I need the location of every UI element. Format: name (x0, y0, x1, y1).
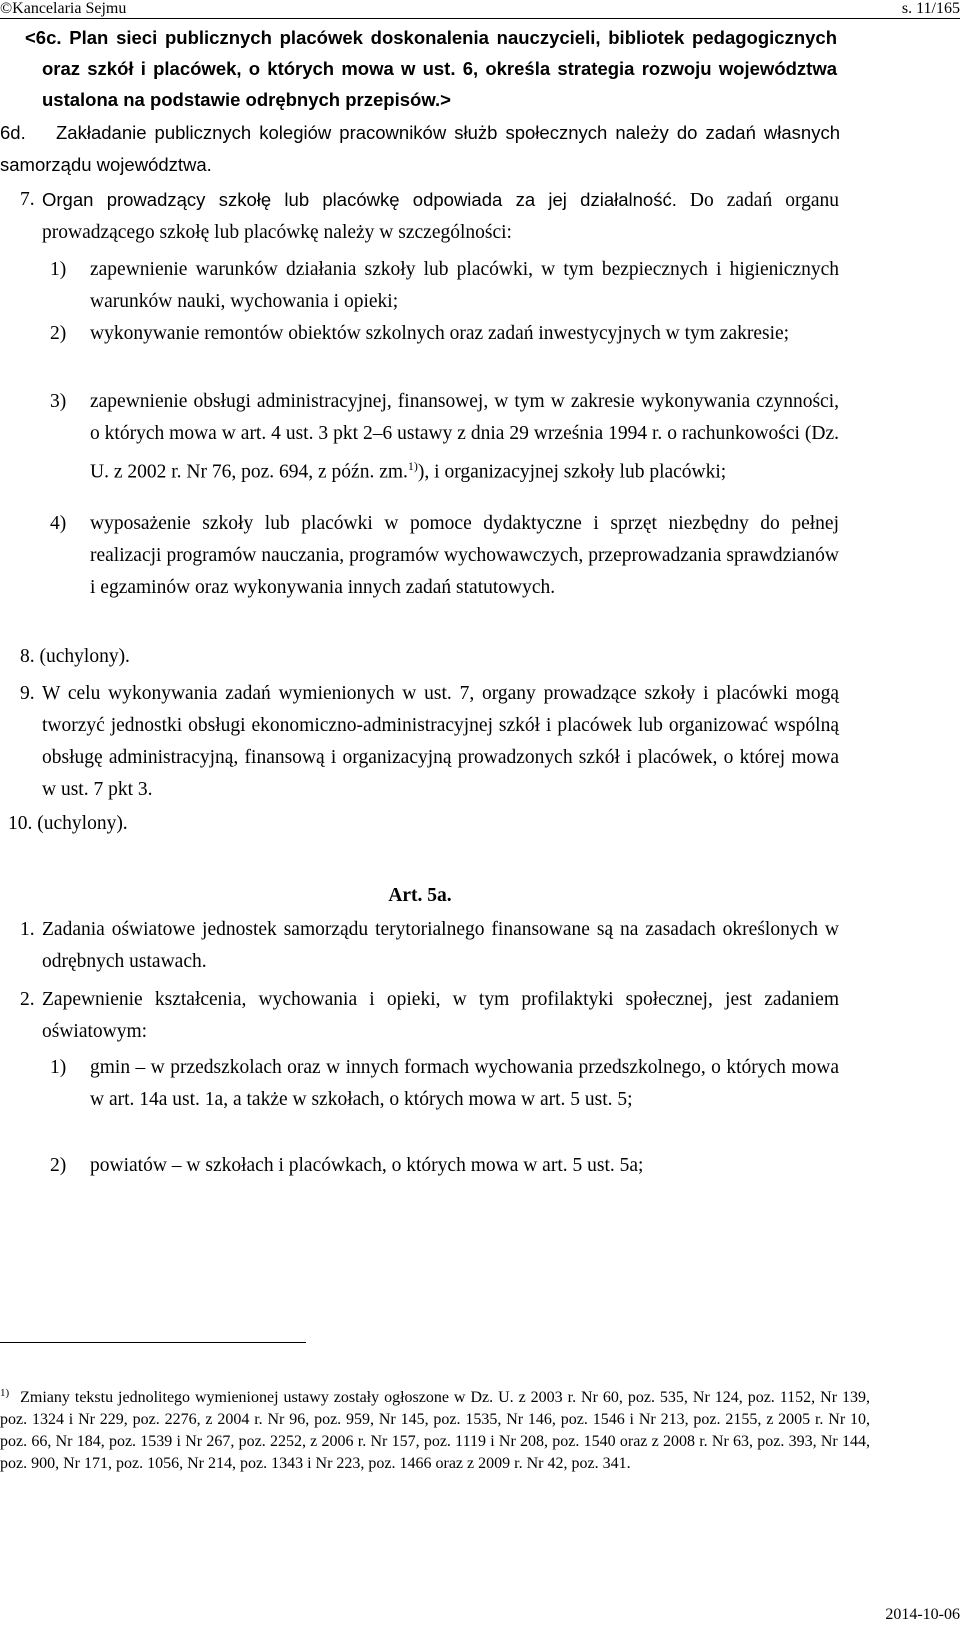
list-item-text: gmin – w przedszkolach oraz w innych formach wychowania przedszkolnego, o których mowa w art. 14a ust. 1a, a także w szkołach, o których mowa w art. 5 ust. 5; (90, 1057, 839, 1110)
paragraph-7-rest: Do zadań organu prowadzącego szkołę lub placówkę należy w szczególności: (42, 190, 840, 243)
paragraph-8 (20, 641, 320, 673)
header-rule (0, 18, 960, 19)
footnote-mark: 1) (0, 1387, 10, 1399)
paragraph-7-number: 7. (20, 189, 35, 210)
paragraph-text: Zadania oświatowe jednostek samorządu terytorialnego finansowane są na zasadach określonych w odrębnych ustawach. (42, 919, 839, 972)
list-item-7-1 (50, 254, 839, 318)
article-5a-item-2 (50, 1150, 839, 1182)
list-item-text: powiatów – w szkołach i placówkach, o których mowa w art. 5 ust. 5a; (90, 1155, 644, 1176)
paragraph-10 (8, 808, 308, 840)
paragraph-7-lead: Organ prowadzący szkołę lub placówkę odpowiada za jej działalność. (42, 189, 677, 210)
list-item-number: 1) (50, 1057, 67, 1078)
copyright-header: ©Kancelaria Sejmu (0, 0, 127, 17)
paragraph-9 (20, 678, 839, 806)
list-item-number: 3) (50, 391, 67, 412)
paragraph-number: 1. (20, 919, 35, 940)
document-date: 2014-10-06 (885, 1606, 960, 1623)
list-item-text: zapewnienie warunków działania szkoły lub placówki, w tym bezpiecznych i higienicznych warunków nauki, wychowania i opieki; (90, 259, 839, 312)
paragraph-10-number: 10. (8, 813, 33, 834)
paragraph-number: 2. (20, 989, 35, 1010)
paragraph-text: Zapewnienie kształcenia, wychowania i opieki, w tym profilaktyki społecznej, jest zadaniem oświatowym: (42, 989, 839, 1042)
list-item-number: 4) (50, 513, 67, 534)
paragraph-6d-number: 6d. (0, 122, 26, 143)
paragraph-8-number: 8. (20, 646, 35, 667)
list-item-text: zapewnienie obsługi administracyjnej, finansowej, w tym w zakresie wykonywania czynności, o których mowa w art. 4 ust. 3 pkt 2–6 ustawy z dnia 29 września 1994 r. o rachunkowości (Dz. U. z 2002 r. Nr 76, poz. 694, z późn. zm. (90, 391, 839, 483)
paragraph-6d (0, 117, 840, 181)
footnote (0, 1382, 870, 1475)
paragraph-9-number: 9. (20, 683, 35, 704)
article-5a-paragraph-2 (20, 984, 839, 1048)
article-title: Art. 5a. (388, 885, 452, 906)
list-item-text-cont: ), i organizacyjnej szkoły lub placówki; (417, 461, 727, 483)
paragraph-7 (20, 184, 840, 249)
list-item-7-4 (50, 508, 839, 604)
paragraph-8-text: (uchylony). (39, 646, 130, 667)
paragraph-6c: <6c. Plan sieci publicznych placówek doskonalenia nauczycieli, bibliotek pedagogicznych oraz szkół i placówek, o których mowa w ust. 6, określa strategia rozwoju województwa ustalona na podstawie odrębnych przepisów.> (25, 27, 837, 110)
list-item-text: wyposażenie szkoły lub placówki w pomoce dydaktyczne i sprzęt niezbędny do pełnej realizacji programów nauczania, programów wychowawczych, przeprowadzania sprawdzianów i egzaminów oraz wykonywania innych zadań statutowych. (90, 513, 839, 598)
footnote-text: Zmiany tekstu jednolitego wymienionej ustawy zostały ogłoszone w Dz. U. z 2003 r. Nr 60, poz. 535, Nr 124, poz. 1152, Nr 139, poz. 1324 i Nr 229, poz. 2276, z 2004 r. Nr 96, poz. 959, Nr 145, poz. 1535, Nr 146, poz. 1546 i Nr 213, poz. 2155, z 2005 r. Nr 10, poz. 66, Nr 184, poz. 1539 i Nr 267, poz. 2252, z 2006 r. Nr 157, poz. 1119 i Nr 208, poz. 1540 oraz z 2008 r. Nr 63, poz. 393, Nr 144, poz. 900, Nr 171, poz. 1056, Nr 214, poz. 1343 i Nr 223, poz. 1466 oraz z 2009 r. Nr 42, poz. 341. (0, 1389, 870, 1473)
page-number: s. 11/165 (901, 0, 960, 17)
footnote-separator (0, 1342, 306, 1343)
article-5a-paragraph-1 (20, 914, 839, 978)
list-item-number: 2) (50, 1155, 67, 1176)
list-item-number: 2) (50, 323, 67, 344)
paragraph-10-text: (uchylony). (37, 813, 128, 834)
footnote-ref[interactable]: 1) (407, 459, 418, 473)
list-item-text: wykonywanie remontów obiektów szkolnych oraz zadań inwestycyjnych w tym zakresie; (90, 323, 790, 344)
list-item-number: 1) (50, 259, 67, 280)
list-item-7-2 (50, 318, 839, 350)
paragraph-9-text: W celu wykonywania zadań wymienionych w ust. 7, organy prowadzące szkoły i placówki mogą tworzyć jednostki obsługi ekonomiczno-administracyjnej szkół i placówek lub organizować wspólną obsługę administracyjną, finansową i organizacyjną prowadzonych szkół i placówek, o której mowa w ust. 7 pkt 3. (42, 683, 839, 800)
list-item-7-3 (50, 386, 839, 489)
paragraph-6d-text: Zakładanie publicznych kolegiów pracowników służb społecznych należy do zadań własnych samorządu województwa. (0, 122, 840, 175)
article-5a-item-1 (50, 1052, 839, 1116)
